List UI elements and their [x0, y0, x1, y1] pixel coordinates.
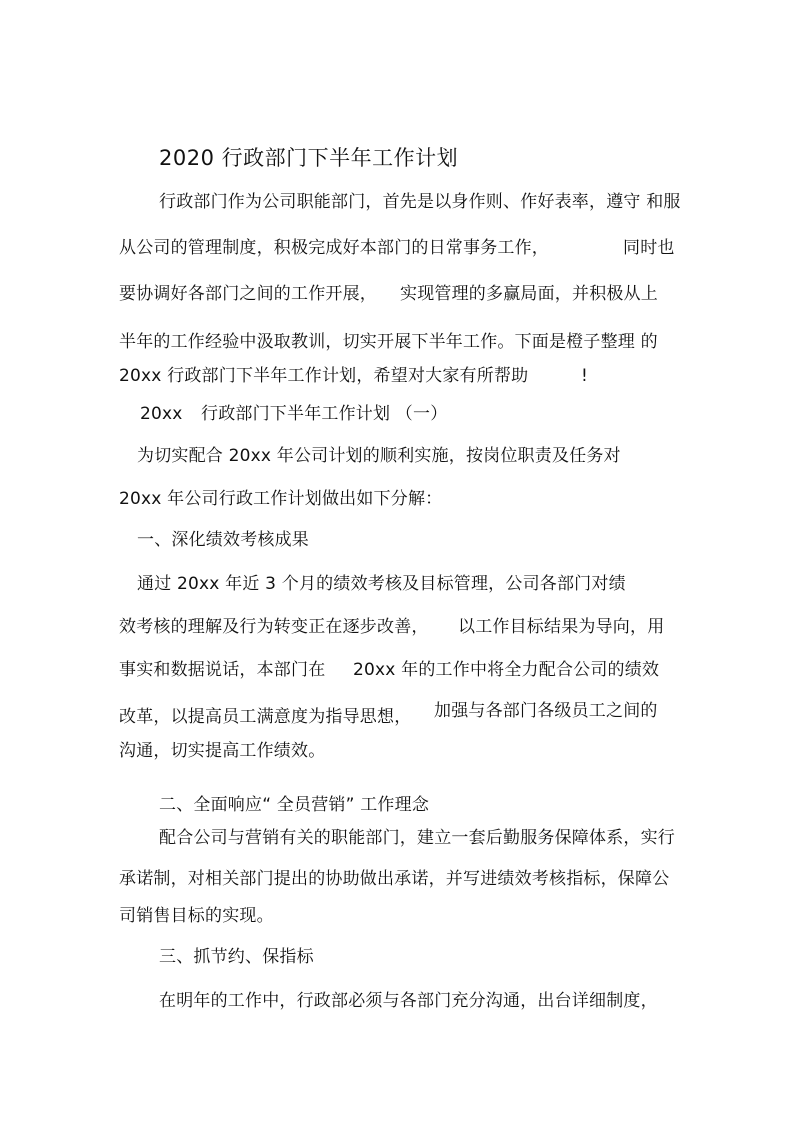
section-heading: 20xx: [140, 404, 183, 424]
paragraph-line: 行政部门作为公司职能部门，首先是以身作则、作好表率，遵守 和服: [159, 192, 681, 212]
paragraph-line: 20xx 年公司行政工作计划做出如下分解：: [119, 489, 443, 509]
paragraph-line: 20xx 年的工作中将全力配合公司的绩效: [353, 660, 660, 680]
paragraph-line: 20xx 行政部门下半年工作计划，希望对大家有所帮助: [119, 366, 529, 386]
paragraph-line: 为切实配合 20xx 年公司计划的顺利实施，按岗位职责及任务对: [137, 446, 621, 466]
section-heading: 二、全面响应“ 全员营销” 工作理念: [159, 795, 430, 815]
paragraph-line: 通过 20xx 年近 3 个月的绩效考核及目标管理，公司各部门对绩: [137, 574, 626, 594]
paragraph-line: 效考核的理解及行为转变正在逐步改善，: [119, 617, 429, 637]
paragraph-line: 以工作目标结果为导向，用: [458, 617, 665, 637]
paragraph-line: 沟通，切实提高工作绩效。: [119, 741, 326, 761]
paragraph-line: 司销售目标的实现。: [119, 906, 274, 926]
section-heading: 三、抓节约、保指标: [159, 947, 314, 967]
paragraph-line: 改革，以提高员工满意度为指导思想，: [119, 707, 412, 727]
paragraph-line: 半年的工作经验中汲取教训，切实开展下半年工作。下面是橙子整理 的: [119, 332, 658, 352]
paragraph-line: 要协调好各部门之间的工作开展，: [119, 284, 377, 304]
document-title: 2020 行政部门下半年工作计划: [159, 146, 459, 170]
paragraph-line: 事实和数据说话，本部门在: [119, 660, 326, 680]
paragraph-line: 在明年的工作中，行政部必须与各部门充分沟通，出台详细制度，: [159, 991, 658, 1011]
paragraph-line: 加强与各部门各级员工之间的: [434, 701, 658, 721]
paragraph-line: 承诺制，对相关部门提出的协助做出承诺，并写进绩效考核指标，保障公: [119, 869, 670, 889]
section-heading: 行政部门下半年工作计划 （一）: [201, 404, 448, 424]
paragraph-line: 实现管理的多赢局面，并积极从上: [400, 284, 658, 304]
paragraph-line: 配合公司与营销有关的职能部门，建立一套后勤服务保障体系，实行: [159, 828, 675, 848]
paragraph-line: 同时也: [623, 238, 675, 258]
paragraph-line: !: [581, 366, 589, 386]
section-heading: 一、深化绩效考核成果: [137, 530, 309, 550]
paragraph-line: 从公司的管理制度，积极完成好本部门的日常事务工作，: [119, 238, 549, 258]
